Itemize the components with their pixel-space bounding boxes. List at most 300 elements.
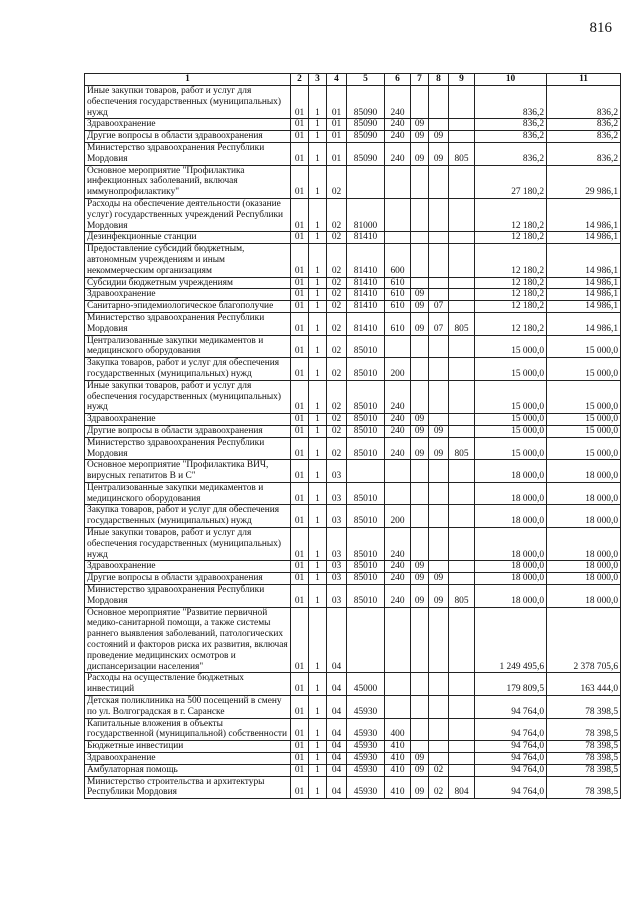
code-col-8 bbox=[429, 505, 449, 528]
code-col-9 bbox=[449, 741, 475, 753]
code-col-9: 805 bbox=[449, 142, 475, 165]
table-row bbox=[85, 673, 621, 696]
code-col-5: 85090 bbox=[347, 142, 385, 165]
code-col-3: 1 bbox=[309, 312, 327, 335]
code-col-6 bbox=[385, 607, 411, 673]
amount-col-10: 836,2 bbox=[475, 131, 547, 143]
column-header: 7 bbox=[411, 74, 429, 86]
amount-col-10: 836,2 bbox=[475, 119, 547, 131]
row-name: Иные закупки товаров, работ и услуг для обеспечения государственных (муниципальных) нужд bbox=[85, 380, 291, 413]
code-col-2: 01 bbox=[291, 528, 309, 561]
table-row bbox=[85, 335, 621, 358]
row-name: Другие вопросы в области здравоохранения bbox=[85, 573, 291, 585]
code-col-4: 02 bbox=[327, 414, 347, 426]
row-name: Централизованные закупки медикаментов и медицинского оборудования bbox=[85, 335, 291, 358]
code-col-5: 81410 bbox=[347, 244, 385, 277]
code-col-8: 09 bbox=[429, 585, 449, 608]
code-col-9 bbox=[449, 505, 475, 528]
table-row bbox=[85, 764, 621, 776]
code-col-9 bbox=[449, 119, 475, 131]
code-col-5: 45000 bbox=[347, 673, 385, 696]
row-name: Централизованные закупки медикаментов и медицинского оборудования bbox=[85, 482, 291, 505]
amount-col-11: 15 000,0 bbox=[547, 358, 621, 381]
code-col-3: 1 bbox=[309, 673, 327, 696]
amount-col-11: 14 986,1 bbox=[547, 301, 621, 313]
code-col-5: 85010 bbox=[347, 380, 385, 413]
code-col-8 bbox=[429, 198, 449, 231]
code-col-8 bbox=[429, 380, 449, 413]
amount-col-11: 78 398,5 bbox=[547, 718, 621, 741]
code-col-8: 09 bbox=[429, 573, 449, 585]
code-col-9 bbox=[449, 753, 475, 765]
row-name: Основное мероприятие "Профилактика инфекционных заболеваний, включая иммунопрофилактику" bbox=[85, 165, 291, 198]
code-col-8: 09 bbox=[429, 131, 449, 143]
row-name: Расходы на обеспечение деятельности (оказание услуг) государственных учреждений Республики Мордовия bbox=[85, 198, 291, 231]
code-col-9 bbox=[449, 335, 475, 358]
code-col-5: 85010 bbox=[347, 437, 385, 460]
amount-col-10: 18 000,0 bbox=[475, 460, 547, 483]
code-col-8: 02 bbox=[429, 764, 449, 776]
table-row bbox=[85, 380, 621, 413]
code-col-7: 09 bbox=[411, 312, 429, 335]
code-col-9 bbox=[449, 358, 475, 381]
amount-col-10: 94 764,0 bbox=[475, 764, 547, 776]
table-row bbox=[85, 573, 621, 585]
code-col-4: 02 bbox=[327, 165, 347, 198]
code-col-4: 03 bbox=[327, 573, 347, 585]
code-col-2: 01 bbox=[291, 312, 309, 335]
row-name: Министерство здравоохранения Республики Мордовия bbox=[85, 585, 291, 608]
row-name: Другие вопросы в области здравоохранения bbox=[85, 131, 291, 143]
code-col-4: 02 bbox=[327, 425, 347, 437]
row-name: Расходы на осуществление бюджетных инвестиций bbox=[85, 673, 291, 696]
amount-col-10: 12 180,2 bbox=[475, 232, 547, 244]
amount-col-10: 94 764,0 bbox=[475, 776, 547, 799]
amount-col-10: 27 180,2 bbox=[475, 165, 547, 198]
amount-col-11: 163 444,0 bbox=[547, 673, 621, 696]
code-col-3: 1 bbox=[309, 86, 327, 119]
amount-col-10: 12 180,2 bbox=[475, 301, 547, 313]
code-col-6: 240 bbox=[385, 437, 411, 460]
code-col-5: 85010 bbox=[347, 573, 385, 585]
code-col-9 bbox=[449, 561, 475, 573]
code-col-9 bbox=[449, 482, 475, 505]
code-col-2: 01 bbox=[291, 696, 309, 719]
column-header: 3 bbox=[309, 74, 327, 86]
code-col-2: 01 bbox=[291, 198, 309, 231]
code-col-3: 1 bbox=[309, 753, 327, 765]
amount-col-11: 18 000,0 bbox=[547, 505, 621, 528]
code-col-7 bbox=[411, 528, 429, 561]
code-col-2: 01 bbox=[291, 585, 309, 608]
table-row bbox=[85, 289, 621, 301]
code-col-6: 240 bbox=[385, 528, 411, 561]
code-col-7: 09 bbox=[411, 289, 429, 301]
code-col-4: 02 bbox=[327, 380, 347, 413]
row-name: Бюджетные инвестиции bbox=[85, 741, 291, 753]
code-col-3: 1 bbox=[309, 585, 327, 608]
code-col-5: 85010 bbox=[347, 561, 385, 573]
code-col-2: 01 bbox=[291, 131, 309, 143]
code-col-6: 410 bbox=[385, 764, 411, 776]
amount-col-10: 18 000,0 bbox=[475, 528, 547, 561]
amount-col-10: 179 809,5 bbox=[475, 673, 547, 696]
table-row bbox=[85, 585, 621, 608]
code-col-3: 1 bbox=[309, 741, 327, 753]
code-col-9 bbox=[449, 277, 475, 289]
code-col-9 bbox=[449, 425, 475, 437]
table-row bbox=[85, 425, 621, 437]
row-name: Министерство здравоохранения Республики Мордовия bbox=[85, 312, 291, 335]
code-col-6: 610 bbox=[385, 277, 411, 289]
code-col-7: 09 bbox=[411, 776, 429, 799]
amount-col-11: 15 000,0 bbox=[547, 335, 621, 358]
code-col-3: 1 bbox=[309, 696, 327, 719]
code-col-6: 410 bbox=[385, 753, 411, 765]
code-col-3: 1 bbox=[309, 425, 327, 437]
row-name: Основное мероприятие "Развитие первичной медико-санитарной помощи, а также системы раннего выявления заболеваний, патологических состояний и факторов риска их развития, включая проведение медицинских осмотров и диспансеризации населения" bbox=[85, 607, 291, 673]
code-col-3: 1 bbox=[309, 232, 327, 244]
table-row bbox=[85, 142, 621, 165]
amount-col-10: 18 000,0 bbox=[475, 585, 547, 608]
code-col-3: 1 bbox=[309, 607, 327, 673]
code-col-7 bbox=[411, 86, 429, 119]
column-header: 11 bbox=[547, 74, 621, 86]
code-col-9 bbox=[449, 380, 475, 413]
code-col-6 bbox=[385, 460, 411, 483]
code-col-6: 240 bbox=[385, 414, 411, 426]
code-col-8 bbox=[429, 528, 449, 561]
code-col-5: 85090 bbox=[347, 86, 385, 119]
code-col-4: 02 bbox=[327, 358, 347, 381]
code-col-2: 01 bbox=[291, 301, 309, 313]
table-row bbox=[85, 741, 621, 753]
amount-col-11: 18 000,0 bbox=[547, 528, 621, 561]
row-name: Закупка товаров, работ и услуг для обеспечения государственных (муниципальных) нужд bbox=[85, 505, 291, 528]
code-col-4: 01 bbox=[327, 86, 347, 119]
code-col-3: 1 bbox=[309, 119, 327, 131]
code-col-4: 01 bbox=[327, 142, 347, 165]
table-row bbox=[85, 753, 621, 765]
code-col-6 bbox=[385, 482, 411, 505]
code-col-4: 03 bbox=[327, 561, 347, 573]
code-col-2: 01 bbox=[291, 425, 309, 437]
amount-col-11: 836,2 bbox=[547, 142, 621, 165]
code-col-7: 09 bbox=[411, 301, 429, 313]
row-name: Предоставление субсидий бюджетным, автономным учреждениям и иным некоммерческим организациям bbox=[85, 244, 291, 277]
code-col-5: 81410 bbox=[347, 301, 385, 313]
amount-col-11: 14 986,1 bbox=[547, 232, 621, 244]
code-col-3: 1 bbox=[309, 131, 327, 143]
code-col-4: 02 bbox=[327, 301, 347, 313]
amount-col-11: 78 398,5 bbox=[547, 753, 621, 765]
code-col-4: 04 bbox=[327, 696, 347, 719]
code-col-7 bbox=[411, 741, 429, 753]
amount-col-10: 94 764,0 bbox=[475, 753, 547, 765]
code-col-5: 45930 bbox=[347, 776, 385, 799]
amount-col-11: 78 398,5 bbox=[547, 741, 621, 753]
amount-col-10: 15 000,0 bbox=[475, 358, 547, 381]
table-row bbox=[85, 561, 621, 573]
table-row bbox=[85, 131, 621, 143]
code-col-7: 09 bbox=[411, 753, 429, 765]
code-col-7 bbox=[411, 244, 429, 277]
code-col-2: 01 bbox=[291, 358, 309, 381]
code-col-3: 1 bbox=[309, 244, 327, 277]
code-col-6: 400 bbox=[385, 718, 411, 741]
code-col-7 bbox=[411, 380, 429, 413]
code-col-5: 45930 bbox=[347, 696, 385, 719]
row-name: Капитальные вложения в объекты государственной (муниципальной) собственности bbox=[85, 718, 291, 741]
row-name: Министерство здравоохранения Республики Мордовия bbox=[85, 142, 291, 165]
amount-col-11: 836,2 bbox=[547, 131, 621, 143]
amount-col-10: 18 000,0 bbox=[475, 561, 547, 573]
code-col-5: 85010 bbox=[347, 482, 385, 505]
code-col-9 bbox=[449, 289, 475, 301]
code-col-8 bbox=[429, 165, 449, 198]
amount-col-11: 14 986,1 bbox=[547, 244, 621, 277]
code-col-8: 07 bbox=[429, 301, 449, 313]
code-col-6: 610 bbox=[385, 289, 411, 301]
amount-col-11: 14 986,1 bbox=[547, 289, 621, 301]
code-col-6: 240 bbox=[385, 380, 411, 413]
code-col-4: 01 bbox=[327, 131, 347, 143]
code-col-9 bbox=[449, 673, 475, 696]
table-row bbox=[85, 198, 621, 231]
code-col-8: 02 bbox=[429, 776, 449, 799]
code-col-8: 09 bbox=[429, 425, 449, 437]
amount-col-10: 94 764,0 bbox=[475, 696, 547, 719]
table-row bbox=[85, 776, 621, 799]
amount-col-11: 18 000,0 bbox=[547, 561, 621, 573]
code-col-8 bbox=[429, 86, 449, 119]
code-col-5: 85010 bbox=[347, 528, 385, 561]
code-col-3: 1 bbox=[309, 776, 327, 799]
table-row bbox=[85, 460, 621, 483]
row-name: Амбулаторная помощь bbox=[85, 764, 291, 776]
row-name: Здравоохранение bbox=[85, 753, 291, 765]
code-col-6: 410 bbox=[385, 741, 411, 753]
table-body bbox=[85, 86, 621, 799]
code-col-6: 610 bbox=[385, 301, 411, 313]
amount-col-11: 836,2 bbox=[547, 86, 621, 119]
table-row bbox=[85, 244, 621, 277]
code-col-7 bbox=[411, 718, 429, 741]
code-col-9 bbox=[449, 232, 475, 244]
code-col-2: 01 bbox=[291, 119, 309, 131]
column-header: 9 bbox=[449, 74, 475, 86]
column-header: 4 bbox=[327, 74, 347, 86]
amount-col-11: 18 000,0 bbox=[547, 482, 621, 505]
code-col-2: 01 bbox=[291, 437, 309, 460]
code-col-3: 1 bbox=[309, 528, 327, 561]
code-col-4: 01 bbox=[327, 119, 347, 131]
code-col-2: 01 bbox=[291, 764, 309, 776]
code-col-5: 85010 bbox=[347, 335, 385, 358]
table-row bbox=[85, 505, 621, 528]
code-col-4: 04 bbox=[327, 753, 347, 765]
column-header: 6 bbox=[385, 74, 411, 86]
row-name: Дезинфекционные станции bbox=[85, 232, 291, 244]
code-col-7 bbox=[411, 482, 429, 505]
code-col-5: 85010 bbox=[347, 414, 385, 426]
code-col-5: 85010 bbox=[347, 585, 385, 608]
code-col-4: 04 bbox=[327, 673, 347, 696]
code-col-7 bbox=[411, 673, 429, 696]
code-col-9 bbox=[449, 528, 475, 561]
table-header bbox=[85, 74, 621, 86]
code-col-7 bbox=[411, 165, 429, 198]
code-col-3: 1 bbox=[309, 289, 327, 301]
code-col-9 bbox=[449, 131, 475, 143]
code-col-8 bbox=[429, 561, 449, 573]
code-col-7 bbox=[411, 696, 429, 719]
code-col-9: 804 bbox=[449, 776, 475, 799]
amount-col-11: 18 000,0 bbox=[547, 573, 621, 585]
code-col-4: 04 bbox=[327, 776, 347, 799]
table-row bbox=[85, 301, 621, 313]
table-row bbox=[85, 607, 621, 673]
code-col-7: 09 bbox=[411, 437, 429, 460]
code-col-8 bbox=[429, 414, 449, 426]
code-col-5: 45930 bbox=[347, 764, 385, 776]
amount-col-11: 18 000,0 bbox=[547, 460, 621, 483]
code-col-2: 01 bbox=[291, 573, 309, 585]
code-col-3: 1 bbox=[309, 437, 327, 460]
amount-col-11: 15 000,0 bbox=[547, 414, 621, 426]
code-col-4: 04 bbox=[327, 764, 347, 776]
code-col-2: 01 bbox=[291, 380, 309, 413]
table-row bbox=[85, 696, 621, 719]
table-row bbox=[85, 232, 621, 244]
code-col-9: 805 bbox=[449, 312, 475, 335]
row-name: Министерство строительства и архитектуры Республики Мордовия bbox=[85, 776, 291, 799]
code-col-3: 1 bbox=[309, 198, 327, 231]
row-name: Здравоохранение bbox=[85, 289, 291, 301]
table-row bbox=[85, 86, 621, 119]
code-col-9 bbox=[449, 460, 475, 483]
code-col-6 bbox=[385, 335, 411, 358]
code-col-8 bbox=[429, 335, 449, 358]
code-col-7 bbox=[411, 335, 429, 358]
code-col-3: 1 bbox=[309, 277, 327, 289]
code-col-6: 240 bbox=[385, 425, 411, 437]
code-col-7: 09 bbox=[411, 119, 429, 131]
code-col-5: 81410 bbox=[347, 232, 385, 244]
code-col-4: 02 bbox=[327, 198, 347, 231]
code-col-3: 1 bbox=[309, 718, 327, 741]
column-header: 8 bbox=[429, 74, 449, 86]
row-name: Санитарно-эпидемиологическое благополучие bbox=[85, 301, 291, 313]
code-col-5: 85010 bbox=[347, 358, 385, 381]
amount-col-11: 2 378 705,6 bbox=[547, 607, 621, 673]
code-col-8 bbox=[429, 673, 449, 696]
row-name: Здравоохранение bbox=[85, 561, 291, 573]
amount-col-10: 94 764,0 bbox=[475, 741, 547, 753]
code-col-7 bbox=[411, 505, 429, 528]
row-name: Министерство здравоохранения Республики Мордовия bbox=[85, 437, 291, 460]
code-col-4: 02 bbox=[327, 232, 347, 244]
code-col-4: 03 bbox=[327, 460, 347, 483]
code-col-4: 03 bbox=[327, 528, 347, 561]
code-col-8 bbox=[429, 460, 449, 483]
code-col-2: 01 bbox=[291, 244, 309, 277]
code-col-2: 01 bbox=[291, 86, 309, 119]
code-col-3: 1 bbox=[309, 142, 327, 165]
amount-col-10: 18 000,0 bbox=[475, 482, 547, 505]
code-col-8: 09 bbox=[429, 142, 449, 165]
code-col-5 bbox=[347, 165, 385, 198]
code-col-2: 01 bbox=[291, 414, 309, 426]
row-name: Субсидии бюджетным учреждениям bbox=[85, 277, 291, 289]
code-col-6: 200 bbox=[385, 505, 411, 528]
code-col-7 bbox=[411, 607, 429, 673]
code-col-3: 1 bbox=[309, 505, 327, 528]
code-col-6: 240 bbox=[385, 573, 411, 585]
code-col-8 bbox=[429, 741, 449, 753]
code-col-2: 01 bbox=[291, 335, 309, 358]
code-col-7: 09 bbox=[411, 142, 429, 165]
amount-col-10: 836,2 bbox=[475, 142, 547, 165]
column-header: 1 bbox=[85, 74, 291, 86]
table-row bbox=[85, 528, 621, 561]
code-col-6: 410 bbox=[385, 776, 411, 799]
amount-col-10: 15 000,0 bbox=[475, 437, 547, 460]
code-col-9 bbox=[449, 86, 475, 119]
code-col-6 bbox=[385, 198, 411, 231]
table-row bbox=[85, 165, 621, 198]
code-col-9 bbox=[449, 301, 475, 313]
code-col-8 bbox=[429, 718, 449, 741]
amount-col-10: 12 180,2 bbox=[475, 244, 547, 277]
code-col-3: 1 bbox=[309, 358, 327, 381]
code-col-5 bbox=[347, 607, 385, 673]
amount-col-10: 12 180,2 bbox=[475, 289, 547, 301]
code-col-4: 02 bbox=[327, 289, 347, 301]
code-col-4: 02 bbox=[327, 244, 347, 277]
code-col-4: 02 bbox=[327, 312, 347, 335]
code-col-6 bbox=[385, 232, 411, 244]
code-col-4: 04 bbox=[327, 741, 347, 753]
code-col-9 bbox=[449, 414, 475, 426]
code-col-2: 01 bbox=[291, 482, 309, 505]
amount-col-10: 12 180,2 bbox=[475, 198, 547, 231]
row-name: Закупка товаров, работ и услуг для обеспечения государственных (муниципальных) нужд bbox=[85, 358, 291, 381]
amount-col-11: 14 986,1 bbox=[547, 277, 621, 289]
code-col-8 bbox=[429, 277, 449, 289]
code-col-8 bbox=[429, 607, 449, 673]
amount-col-10: 18 000,0 bbox=[475, 573, 547, 585]
code-col-5: 85010 bbox=[347, 505, 385, 528]
amount-col-10: 15 000,0 bbox=[475, 335, 547, 358]
code-col-6 bbox=[385, 673, 411, 696]
amount-col-11: 29 986,1 bbox=[547, 165, 621, 198]
code-col-4: 02 bbox=[327, 335, 347, 358]
code-col-6: 240 bbox=[385, 561, 411, 573]
code-col-5: 45930 bbox=[347, 741, 385, 753]
code-col-9 bbox=[449, 198, 475, 231]
code-col-5: 85010 bbox=[347, 425, 385, 437]
code-col-3: 1 bbox=[309, 380, 327, 413]
column-header: 2 bbox=[291, 74, 309, 86]
code-col-4: 02 bbox=[327, 437, 347, 460]
amount-col-10: 1 249 495,6 bbox=[475, 607, 547, 673]
code-col-5: 81410 bbox=[347, 289, 385, 301]
code-col-2: 01 bbox=[291, 741, 309, 753]
budget-table bbox=[84, 73, 621, 799]
amount-col-10: 836,2 bbox=[475, 86, 547, 119]
code-col-2: 01 bbox=[291, 460, 309, 483]
